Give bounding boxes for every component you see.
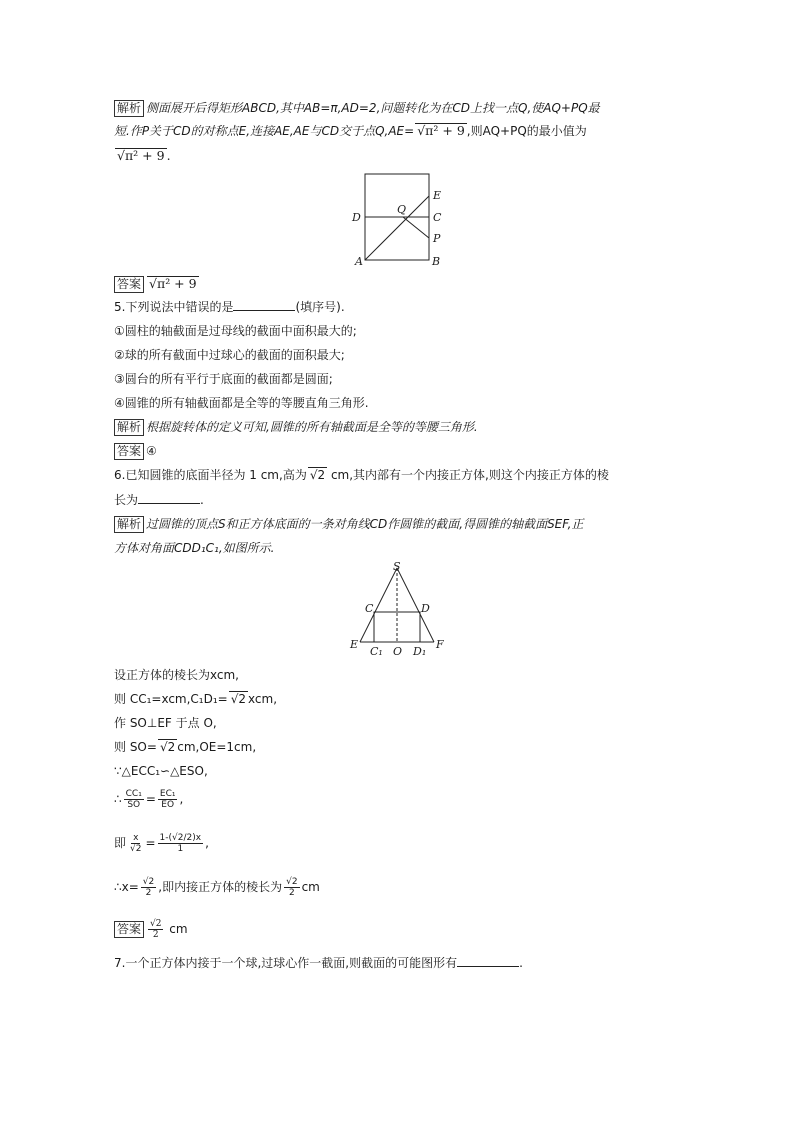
q6-step-6: ∴ $\frac{\text{CC₁}}{SO}$ = $\frac{\text{EC₁}}{EO}$ , [114, 789, 184, 810]
sqrt-expression: √π² + 9 [149, 276, 197, 291]
q5-option-3: ③圆台的所有平行于底面的截面都是圆面; [114, 372, 333, 386]
q6-step-3: 作 SO⊥EF 于点 O, [114, 716, 217, 730]
label-o: O [393, 645, 403, 658]
answer-tag: 答案 [114, 443, 144, 460]
answer-blank [457, 952, 519, 967]
q5-option-2: ②球的所有截面中过球心的截面的面积最大; [114, 348, 345, 362]
q5-option-4: ④圆锥的所有轴截面都是全等的等腰直角三角形. [114, 396, 369, 410]
label-p: P [433, 232, 441, 245]
label-a: A [355, 255, 363, 268]
q6-step-2: 则 CC₁=xcm,C₁D₁= √2 xcm, [114, 692, 278, 706]
label-d: D [421, 602, 430, 615]
answer-tag: 答案 [114, 921, 144, 938]
fraction: $\frac{\text{CC₁}}{SO}$ [125, 789, 142, 810]
fraction: $\frac{√2}{2}$ [150, 919, 162, 940]
label-e: E [350, 638, 359, 651]
q6-answer: 答案 $\frac{√2}{2}$ cm [114, 918, 684, 940]
q5-analysis: 解析 根据旋转体的定义可知,圆锥的所有轴截面是全等的等腰三角形. [114, 416, 684, 438]
label-f: F [436, 638, 444, 651]
sqrt-expression: √2 [309, 468, 326, 482]
answer-blank [233, 296, 295, 311]
q4-analysis-line-1: 解析 侧面展开后得矩形ABCD,其中AB=π,AD=2,问题转化为在CD上找一点Q,使AQ+PQ最 [114, 97, 684, 119]
q6-analysis-line-2: 方体对角面CDD₁C₁,如图所示. [114, 541, 275, 555]
q7-question: 7.一个正方体内接于一个球,过球心作一截面,则截面的可能图形有 . [114, 952, 684, 974]
analysis-tag: 解析 [114, 419, 144, 436]
q6-analysis-line-1: 解析 过圆锥的顶点S和正方体底面的一条对角线CD作圆锥的截面,得圆锥的轴截面SEF,正 [114, 513, 684, 535]
q4-answer [114, 273, 684, 295]
answer-tag: 答案 [114, 276, 144, 293]
q4-figure [345, 172, 455, 270]
fraction: $\frac{√2}{2}$ [142, 877, 155, 898]
q5-option-1: ①圆柱的轴截面是过母线的截面中面积最大的; [114, 324, 357, 338]
q6-figure [345, 562, 455, 660]
fraction: $\frac{1-(√2/2)x}{1}$ [159, 833, 202, 854]
fraction: $\frac{\text{EC₁}}{EO}$ [159, 789, 176, 810]
q4-analysis-line-3: √π² + 9 . [117, 148, 171, 163]
sqrt-expression: √π² + 9 [417, 123, 465, 138]
q6-step-8: ∴x= $\frac{√2}{2}$ ,即内接正方体的棱长为 $\frac{√2}{2}$ cm [114, 877, 320, 898]
label-c1: C₁ [370, 645, 383, 658]
q6-step-1: 设正方体的棱长为xcm, [114, 668, 239, 682]
q6-step-7: 即 $\frac{x}{√2}$ = $\frac{1-(√2/2)x}{1}$ , [114, 833, 209, 854]
q6-step-4: 则 SO= √2 cm,OE=1cm, [114, 740, 257, 754]
sqrt-expression: √2 [159, 740, 176, 754]
q4-analysis-line-2: 短.作P关于CD的对称点E,连接AE,AE与CD交于点Q,AE= √π² + 9 ,则AQ+PQ的最小值为 [114, 123, 587, 138]
label-b: B [432, 255, 441, 268]
label-s: S [393, 562, 401, 573]
analysis-tag: 解析 [114, 100, 144, 117]
label-d1: D₁ [413, 645, 427, 658]
label-d: D [352, 211, 361, 224]
q6-step-5: ∵△ECC₁∽△ESO, [114, 764, 208, 778]
sqrt-expression: √2 [230, 692, 247, 706]
q6-question-line-1: 6.已知圆锥的底面半径为 1 cm,高为 √2 cm,其内部有一个内接正方体,则这个内接正方体的棱 [114, 468, 609, 482]
segment-pq [403, 217, 429, 238]
label-q: Q [397, 203, 407, 216]
label-c: C [365, 602, 374, 615]
q5-question: 5.下列说法中错误的是 (填序号). [114, 296, 684, 318]
sqrt-expression: √π² + 9 [117, 148, 165, 163]
q6-question-line-2: 长为 . [114, 489, 684, 511]
square-cdd1c1 [374, 612, 420, 642]
q5-answer: 答案 ④ [114, 440, 684, 462]
fraction: $\frac{√2}{2}$ [286, 877, 298, 898]
analysis-tag: 解析 [114, 516, 144, 533]
fraction: $\frac{x}{√2}$ [130, 833, 142, 854]
answer-blank [138, 489, 200, 504]
label-e: E [433, 189, 442, 202]
label-c: C [433, 211, 442, 224]
